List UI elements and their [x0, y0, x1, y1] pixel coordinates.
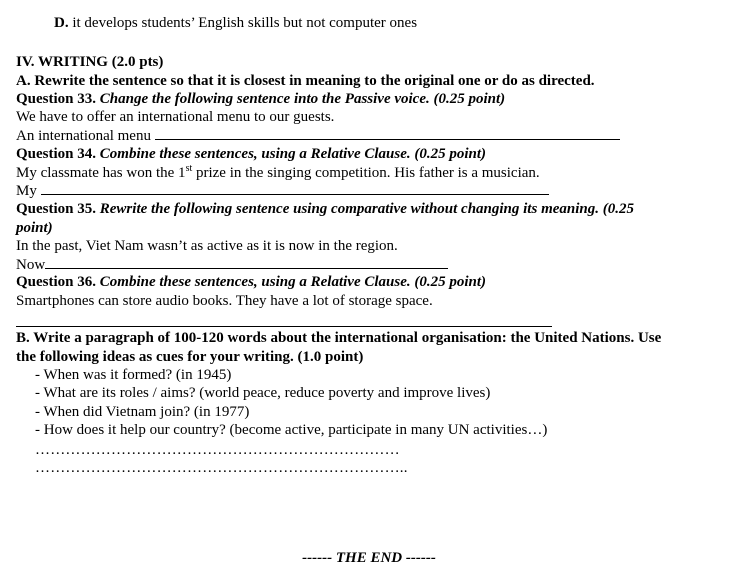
q35-answer-line[interactable]: [16, 256, 448, 274]
q34-heading: [16, 145, 486, 163]
q35-instruction: Rewrite the following sentence using comparative without changing its meaning. (0.25: [96, 201, 634, 217]
part-b-heading-line1: B. Write a paragraph of 100-120 words about the international organisation: the United Nations. Use: [16, 330, 662, 346]
writing-dots-line[interactable]: ………………………………………………………………: [35, 442, 400, 458]
q36-instruction: Combine these sentences, using a Relative Clause. (0.25 point): [96, 274, 487, 290]
part-a-heading: A. Rewrite the sentence so that it is closest in meaning to the original one or do as directed.: [16, 73, 595, 89]
q34-sentence-post: prize in the singing competition. His father is a musician.: [192, 165, 540, 181]
q36-heading: [16, 273, 486, 291]
q33-starter: An international menu: [16, 128, 155, 144]
q33-blank[interactable]: [155, 127, 620, 140]
cue-item: - What are its roles / aims? (world peace, reduce poverty and improve lives): [35, 385, 491, 401]
section-title: IV. WRITING (2.0 pts): [16, 54, 164, 70]
q34-starter: My: [16, 183, 41, 199]
cue-item: - When did Vietnam join? (in 1977): [35, 404, 250, 420]
option-text: it develops students’ English skills but not computer ones: [68, 15, 418, 31]
q36-blank[interactable]: [16, 326, 552, 327]
q33-heading: [16, 90, 505, 108]
q35-blank[interactable]: [45, 256, 448, 269]
previous-option-d: [54, 14, 417, 32]
q34-sentence-sup: st: [185, 163, 193, 174]
option-letter: D.: [54, 15, 69, 31]
q34-sentence: [16, 164, 540, 182]
q34-label: Question 34.: [16, 146, 97, 162]
writing-dots-line[interactable]: ………………………………………………………………..: [35, 460, 408, 476]
q34-instruction: Combine these sentences, using a Relative Clause. (0.25 point): [96, 146, 487, 162]
q35-sentence: In the past, Viet Nam wasn’t as active as it is now in the region.: [16, 238, 398, 254]
q34-blank[interactable]: [41, 182, 549, 195]
q35-instruction-cont: point): [16, 220, 53, 236]
q33-instruction: Change the following sentence into the Passive voice. (0.25 point): [96, 91, 506, 107]
q36-label: Question 36.: [16, 274, 97, 290]
q35-heading: [16, 200, 634, 218]
part-b-heading-line2: the following ideas as cues for your writing. (1.0 point): [16, 349, 364, 365]
q33-answer-line[interactable]: [16, 127, 620, 145]
q35-starter: Now: [16, 257, 46, 273]
cue-item: - How does it help our country? (become active, participate in many UN activities…): [35, 422, 548, 438]
cue-item: - When was it formed? (in 1945): [35, 367, 232, 383]
q34-answer-line[interactable]: [16, 182, 549, 200]
q33-label: Question 33.: [16, 91, 97, 107]
q34-sentence-pre: My classmate has won the 1: [16, 165, 186, 181]
q33-sentence: We have to offer an international menu to our guests.: [16, 109, 335, 125]
the-end-footer: ------ THE END ------: [302, 550, 436, 566]
q35-label: Question 35.: [16, 201, 97, 217]
q36-sentence: Smartphones can store audio books. They have a lot of storage space.: [16, 293, 433, 309]
